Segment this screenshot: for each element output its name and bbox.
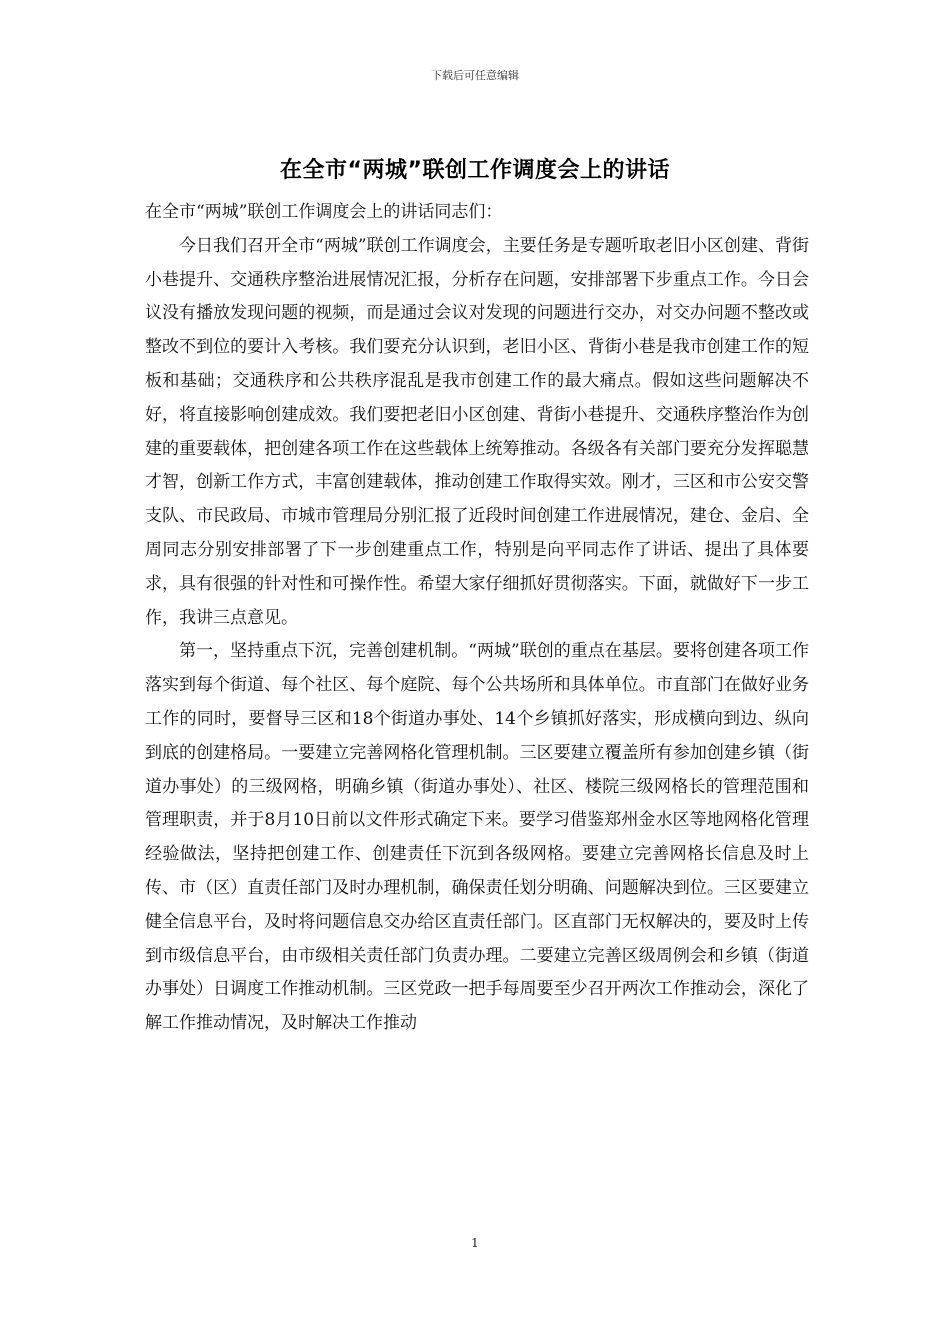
page-number: 1: [471, 1236, 479, 1250]
document-title: 在全市“两城”联创工作调度会上的讲话: [280, 158, 670, 183]
paragraph-1: 今日我们召开全市“两城”联创工作调度会，主要任务是专题听取老旧小区创建、背街小巷提升、交通秩序整治进展情况汇报，分析存在问题，安排部署下步重点工作。今日会议没有播放发现问题的视频，而是通过会议对发现的问题进行交办，对交办问题不整改或整改不到位的要计入考核。我们要充分认识到，老旧小区、背街小巷是我市创建工作的短板和基础；交通秩序和公共秩序混乱是我市创建工作的最大痛点。假如这些问题解决不好，将直接影响创建成效。我们要把老旧小区创建、背街小巷提升、交通秩序整治作为创建的重要载体，把创建各项工作在这些载体上统筹推动。各级各有关部门要充分发挥聪慧才智，创新工作方式，丰富创建载体，推动创建工作取得实效。刚才，三区和市公安交警支队、市民政局、市城市管理局分别汇报了近段时间创建工作进展情况，建仓、金启、全周同志分别安排部署了下一步创建重点工作，特别是向平同志作了讲话、提出了具体要求，具有很强的针对性和可操作性。希望大家仔细抓好贯彻落实。下面，就做好下一步工作，我讲三点意见。: [145, 235, 809, 628]
salutation: 在全市“两城”联创工作调度会上的讲话同志们：: [145, 202, 503, 222]
document-body: [145, 196, 809, 1041]
paragraph-2: 第一，坚持重点下沉，完善创建机制。“两城”联创的重点在基层。要将创建各项工作落实到每个街道、每个社区、每个庭院、每个公共场所和具体单位。市直部门在做好业务工作的同时，要督导三区和18个街道办事处、14个乡镇抓好落实，形成横向到边、纵向到底的创建格局。一要建立完善网格化管理机制。三区要建立覆盖所有参加创建乡镇（街道办事处）的三级网格，明确乡镇（街道办事处）、社区、楼院三级网格长的管理范围和管理职责，并于8月10日前以文件形式确定下来。要学习借鉴郑州金水区等地网格化管理经验做法，坚持把创建工作、创建责任下沉到各级网格。要建立完善网格长信息及时上传、市（区）直责任部门及时办理机制，确保责任划分明确、问题解决到位。三区要建立健全信息平台，及时将问题信息交办给区直责任部门。区直部门无权解决的，要及时上传到市级信息平台，由市级相关责任部门负责办理。二要建立完善区级周例会和乡镇（街道办事处）日调度工作推动机制。三区党政一把手每周要至少召开两次工作推动会，深化了解工作推动情况，及时解决工作推动: [145, 641, 809, 1034]
page-header: 下载后可任意编辑: [431, 69, 519, 82]
